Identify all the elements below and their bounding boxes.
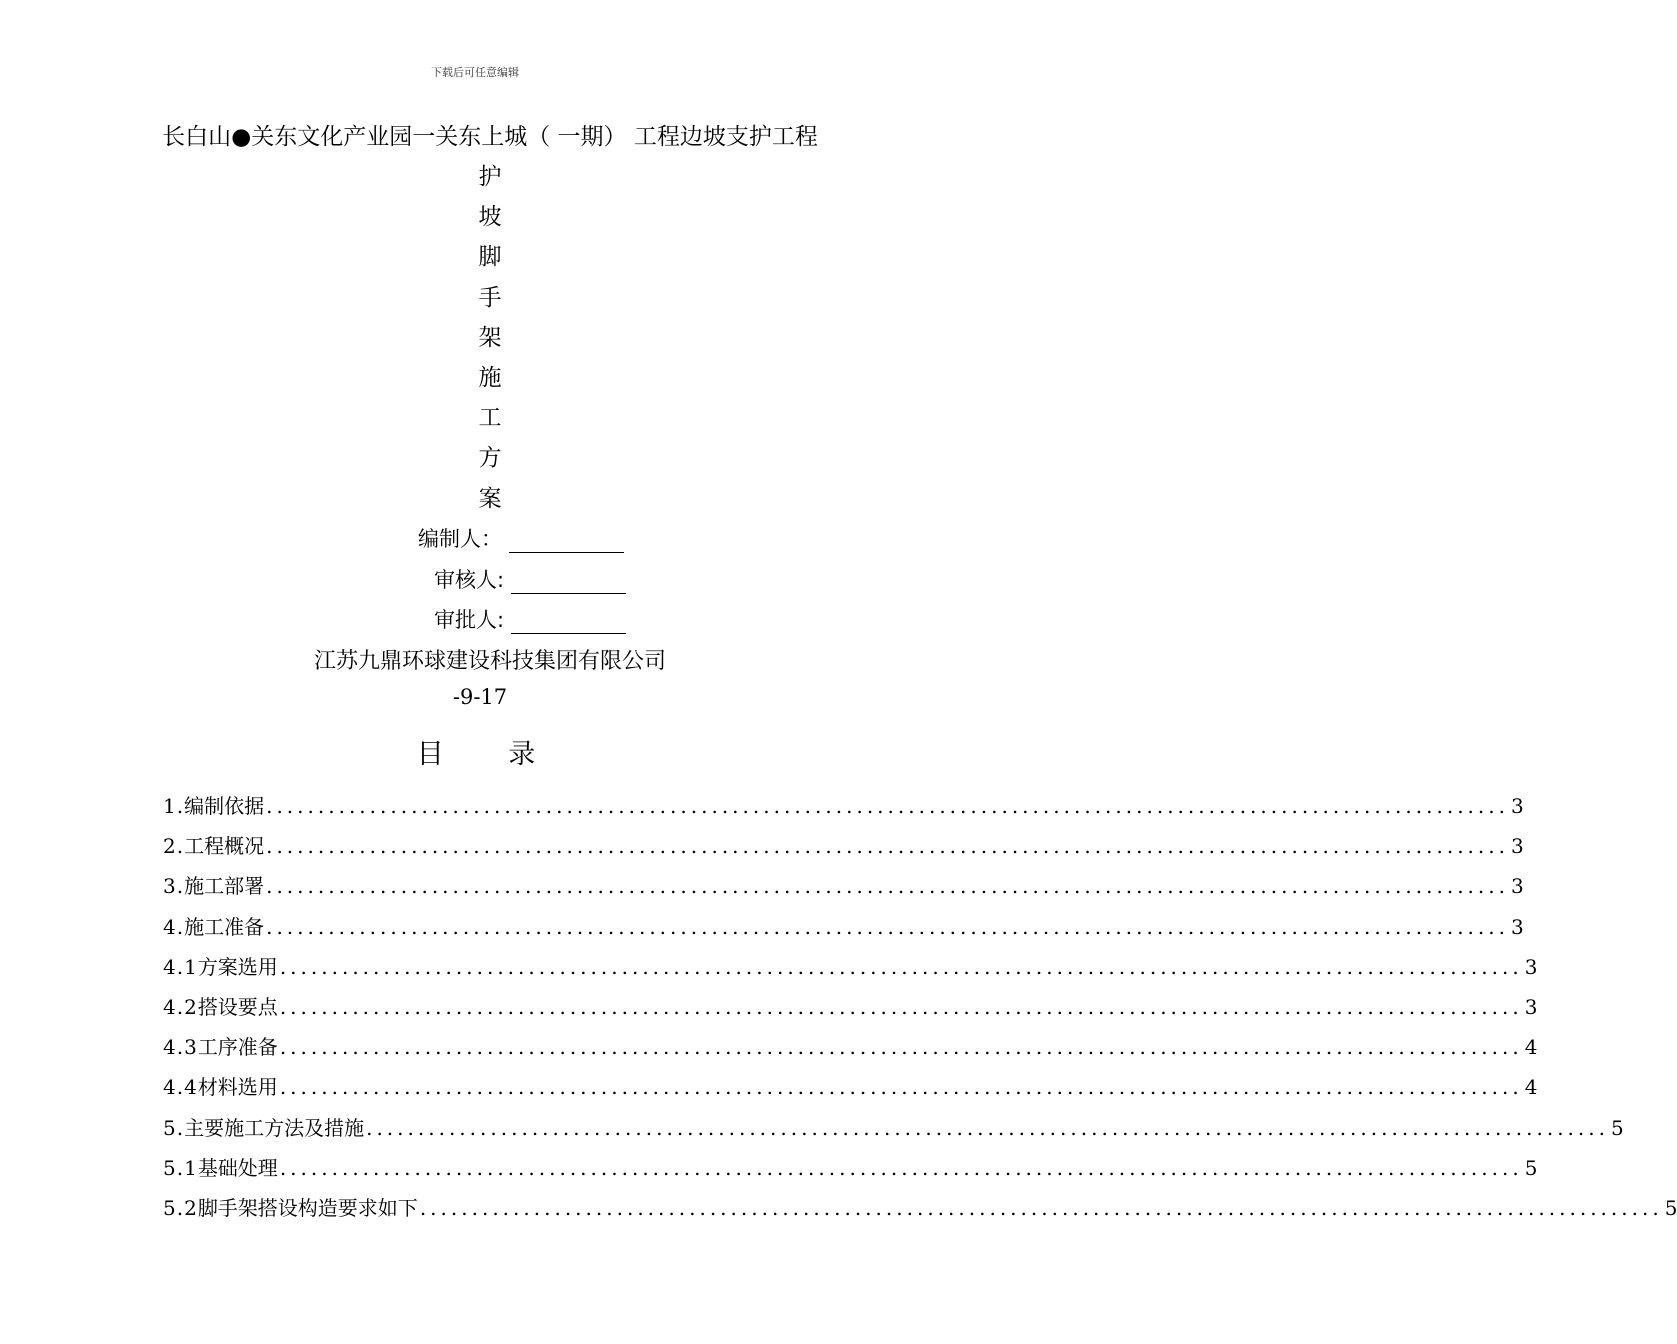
toc-entry[interactable] (163, 991, 1538, 1031)
table-of-contents (163, 790, 1677, 1232)
company-name: 江苏九鼎环球建设科技集团有限公司 (313, 649, 666, 674)
toc-entry-title: 编制依据 (184, 794, 265, 818)
toc-entry-title: 施工准备 (184, 914, 265, 939)
vertical-title-char: 架 (478, 324, 502, 351)
reviewer-label: 审核人: (434, 568, 505, 592)
approver-row (434, 604, 626, 634)
toc-entry-title: 材料选用 (197, 1075, 278, 1100)
toc-entry-number: 5.1 (163, 1155, 198, 1180)
toc-dot-leader: ........................................................................................................................ (279, 1035, 1523, 1060)
toc-dot-leader: ........................................................................................................................ (266, 874, 1509, 899)
toc-entry-page-number: 3 (1510, 834, 1524, 859)
toc-dot-leader: ........................................................................................................................ (266, 834, 1509, 859)
toc-entry-title: 主要施工方法及措施 (184, 1115, 365, 1140)
document-date: -9-17 (452, 685, 508, 709)
reviewer-signature-line (511, 571, 626, 594)
toc-entry-title: 基础处理 (197, 1155, 278, 1180)
toc-dot-leader: ........................................................................................................................ (279, 994, 1523, 1019)
toc-entry-number: 5. (163, 1115, 185, 1140)
page-header-note: 下载后可任意编辑 (431, 66, 519, 79)
toc-dot-leader: ........................................................................................................................ (266, 914, 1509, 939)
toc-entry-title: 方案选用 (197, 954, 278, 979)
toc-entry-number: 4. (163, 914, 185, 939)
compiler-row (418, 523, 624, 553)
toc-entry-page-number: 4 (1524, 1075, 1538, 1100)
toc-entry-page-number: 3 (1524, 994, 1538, 1019)
toc-entry[interactable] (163, 1152, 1538, 1192)
toc-dot-leader: ........................................................................................................................ (266, 794, 1509, 818)
toc-entry[interactable] (163, 1031, 1538, 1071)
toc-entry-title: 工程概况 (184, 834, 265, 859)
toc-entry-number: 4.4 (163, 1075, 198, 1100)
vertical-title-char: 手 (478, 284, 502, 311)
toc-entry[interactable] (163, 870, 1524, 910)
toc-entry-number: 1. (163, 794, 185, 818)
toc-entry-page-number: 5 (1664, 1195, 1677, 1220)
toc-entry-number: 5.2 (163, 1195, 198, 1220)
toc-entry[interactable] (163, 951, 1538, 991)
vertical-title-char: 案 (478, 485, 502, 512)
compiler-label: 编制人： (418, 527, 502, 551)
toc-dot-leader: ........................................................................................................................ (279, 954, 1523, 979)
vertical-title-char: 脚 (478, 244, 502, 271)
toc-entry-number: 4.3 (163, 1035, 198, 1060)
vertical-title-char: 施 (478, 364, 502, 391)
toc-entry[interactable] (163, 1192, 1677, 1232)
toc-entry-page-number: 3 (1510, 874, 1524, 899)
toc-dot-leader: ........................................................................................................................ (279, 1075, 1523, 1100)
toc-entry-page-number: 5 (1610, 1115, 1624, 1140)
toc-entry-title: 搭设要点 (197, 994, 278, 1019)
reviewer-row (434, 564, 626, 594)
toc-entry-title: 施工部署 (184, 874, 265, 899)
toc-entry-number: 2. (163, 834, 185, 859)
toc-dot-leader: ........................................................................................................................ (366, 1115, 1609, 1140)
toc-dot-leader: ........................................................................................................................ (419, 1195, 1663, 1220)
toc-entry[interactable] (163, 911, 1524, 951)
project-title: 长白山●关东文化产业园一关东上城（ 一期） 工程边坡支护工程 (162, 124, 818, 150)
toc-entry-title: 脚手架搭设构造要求如下 (197, 1195, 418, 1220)
vertical-document-title (0, 160, 980, 522)
toc-entry[interactable] (163, 1112, 1624, 1152)
approver-label: 审批人: (434, 608, 505, 632)
vertical-title-char: 坡 (478, 204, 502, 231)
toc-entry-title: 工序准备 (197, 1035, 278, 1060)
vertical-title-char: 护 (478, 164, 502, 190)
compiler-signature-line (509, 530, 624, 553)
toc-dot-leader: ........................................................................................................................ (279, 1155, 1523, 1180)
toc-heading: 目 录 (416, 739, 564, 770)
toc-entry-number: 3. (163, 874, 185, 899)
toc-entry[interactable] (163, 790, 1524, 830)
approver-signature-line (511, 611, 626, 634)
toc-entry-page-number: 4 (1524, 1035, 1538, 1060)
toc-entry-number: 4.1 (163, 954, 198, 979)
vertical-title-char: 方 (478, 445, 502, 472)
toc-entry-page-number: 3 (1510, 914, 1524, 939)
toc-entry[interactable] (163, 830, 1524, 870)
toc-entry-page-number: 5 (1524, 1155, 1538, 1180)
toc-entry-page-number: 3 (1524, 954, 1538, 979)
toc-entry-number: 4.2 (163, 994, 198, 1019)
vertical-title-char: 工 (478, 405, 502, 432)
toc-entry-page-number: 3 (1510, 794, 1524, 818)
toc-entry[interactable] (163, 1071, 1538, 1111)
